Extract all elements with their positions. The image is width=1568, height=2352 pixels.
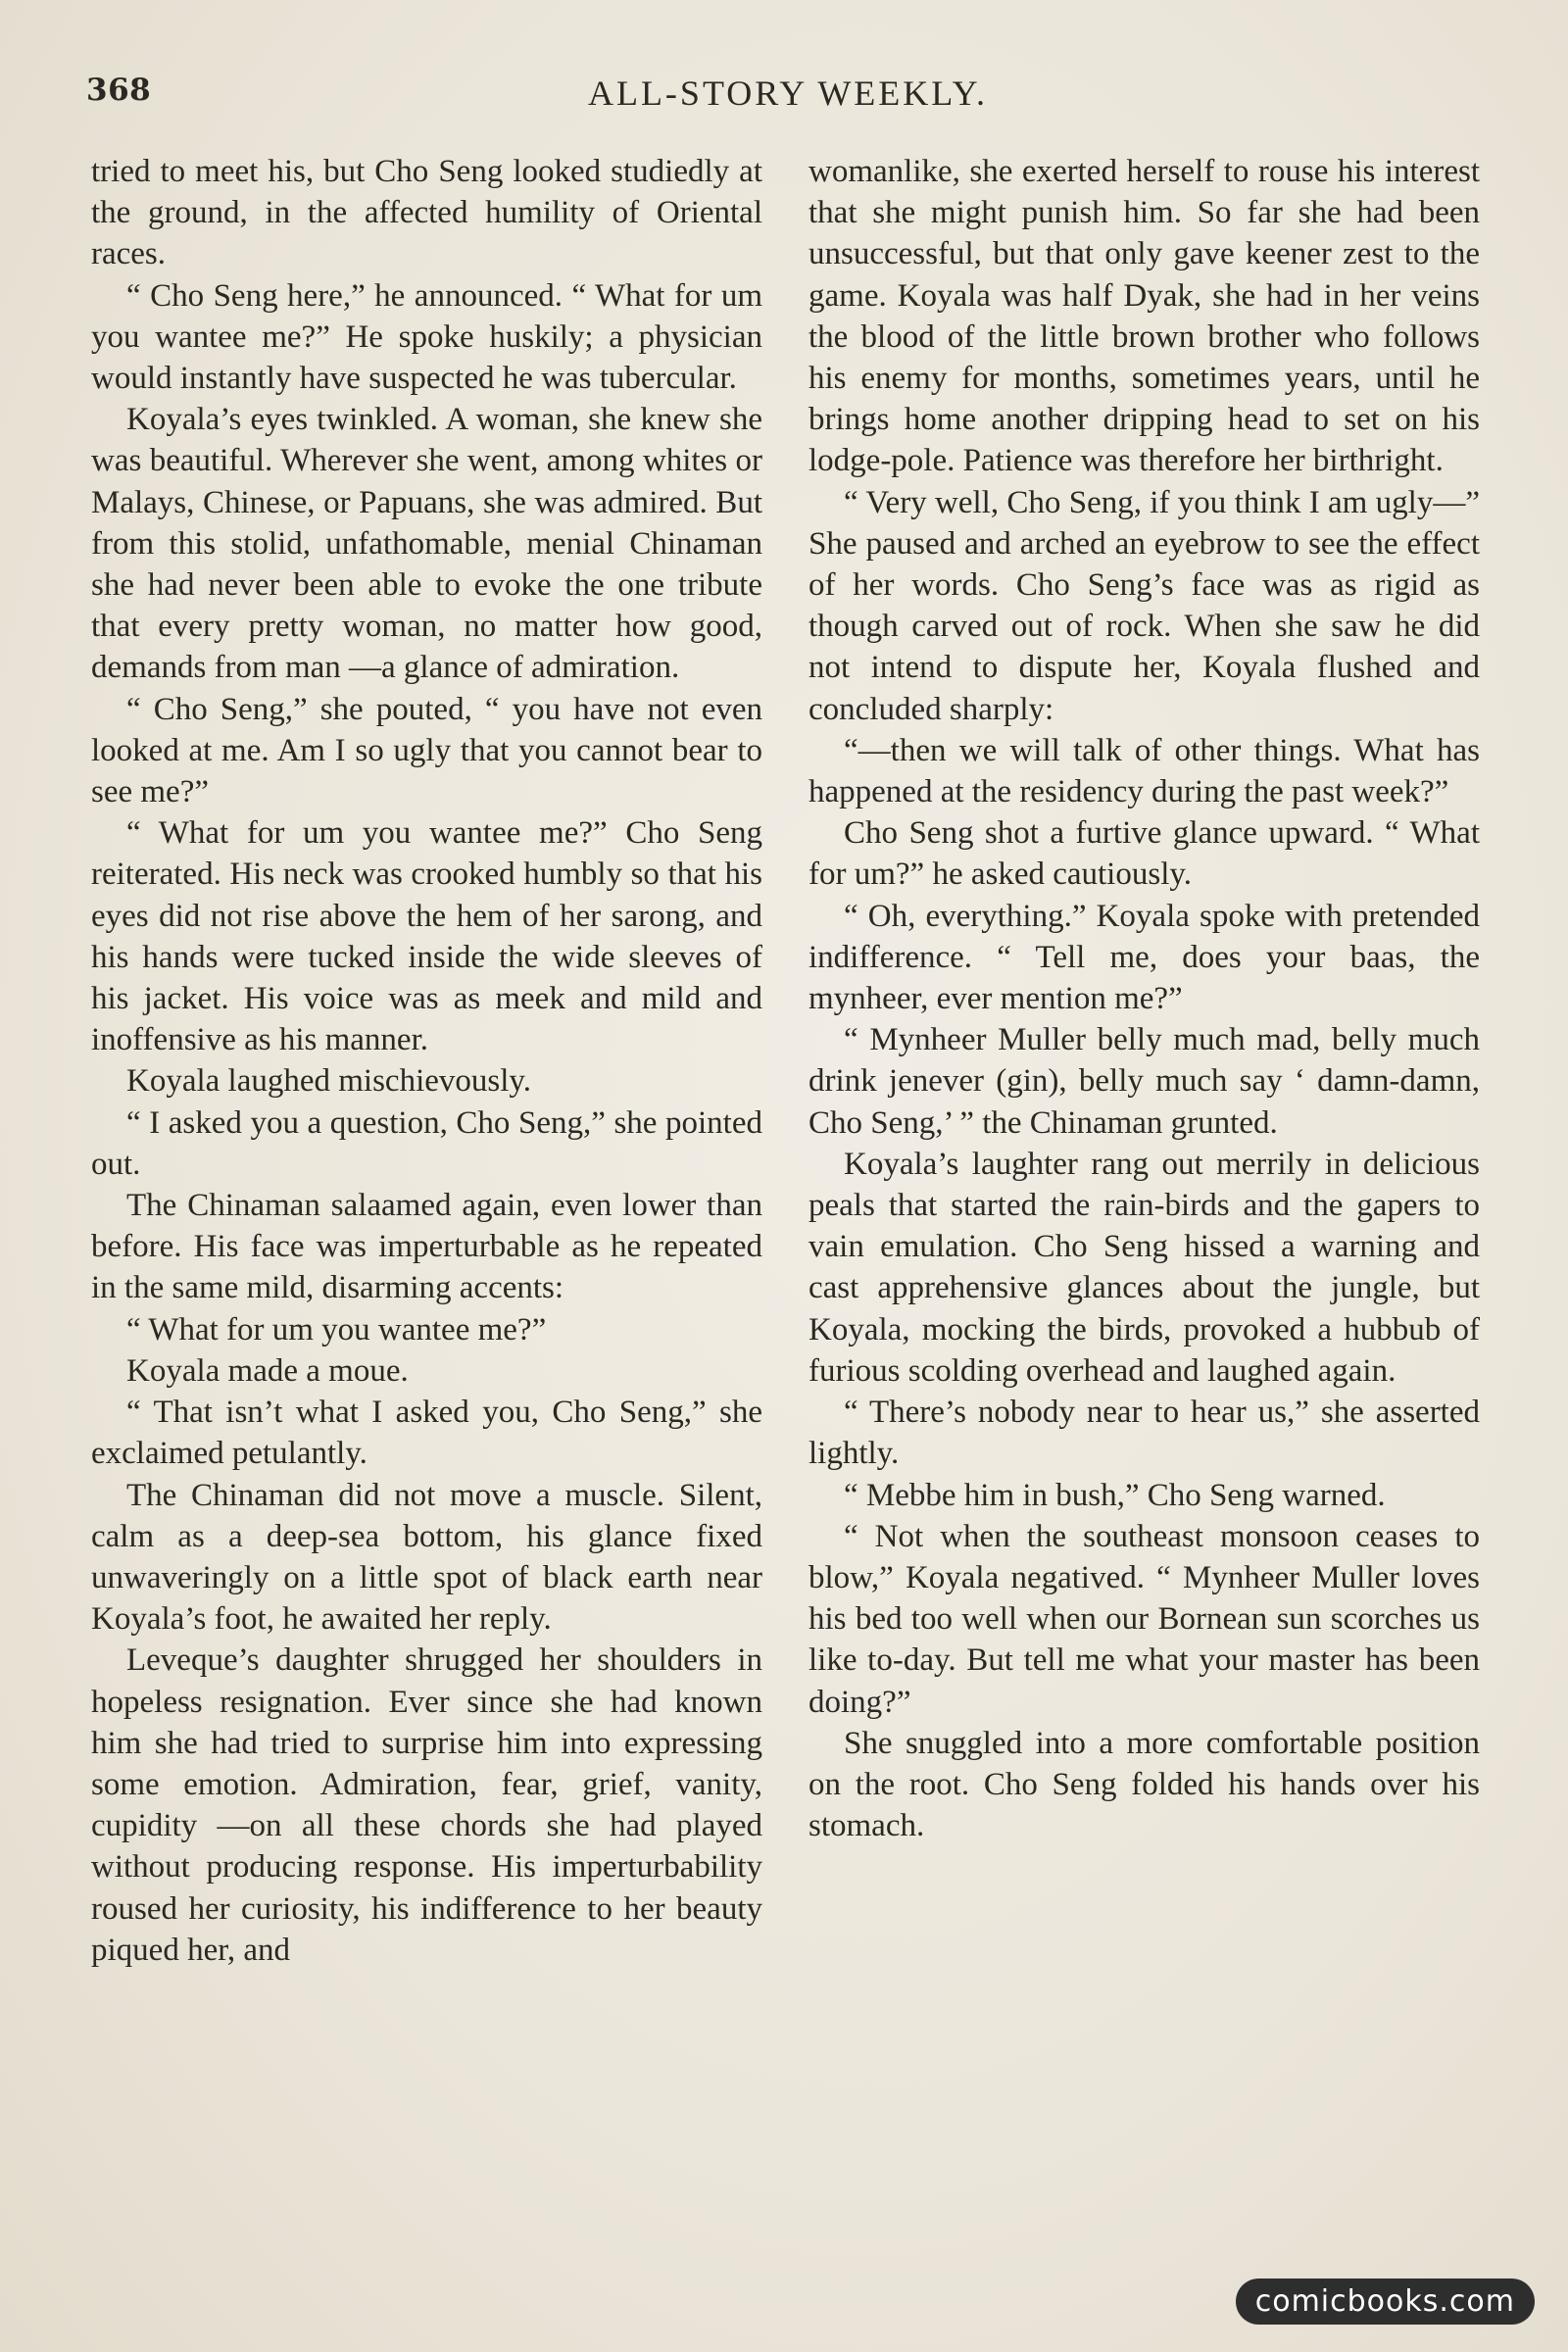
right-column (808, 151, 1480, 2278)
paragraph: “ Cho Seng,” she pouted, “ you have not even looked at me. Am I so ugly that you cannot bear to see me?” (91, 691, 762, 810)
paragraph: The Chinaman did not move a muscle. Silent, calm as a deep-sea bottom, his glance fixed unwaveringly on a little spot of black earth near Koyala’s foot, he awaited her reply. (91, 1477, 762, 1638)
paragraph: Koyala laughed mischievously. (126, 1063, 532, 1100)
paragraph: “ That isn’t what I asked you, Cho Seng,” she exclaimed petulantly. (91, 1395, 762, 1472)
paragraph: Koyala made a moue. (126, 1352, 409, 1389)
page-header (86, 73, 1490, 120)
paragraph: Koyala’s laughter rang out merrily in delicious peals that started the rain-birds and the gapers to vain emulation. Cho Seng hissed a warning and cast apprehensive glances about the jungle, but Koyala, mocking the birds, provoked a hubbub of furious scolding overhead and laughed again. (808, 1146, 1480, 1389)
paragraph: Cho Seng shot a furtive glance upward. “ What for um?” he asked cautiously. (808, 815, 1480, 893)
running-title: ALL-STORY WEEKLY. (587, 74, 989, 113)
paragraph: Leveque’s daughter shrugged her shoulders in hopeless resignation. Ever since she had known him she had tried to surprise him into expressing some emotion. Admiration, fear, grief, vanity, cupidity —on all these chords she had played without producing response. His imperturbability roused her curiosity, his indifference to her beauty piqued her, and (91, 1642, 762, 1968)
paragraph: “ Very well, Cho Seng, if you think I am ugly—” She paused and arched an eyebrow to see the effect of her words. Cho Seng’s face was as rigid as though carved out of rock. When she saw he did not intend to dispute her, Koyala flushed and concluded sharply: (808, 484, 1480, 727)
paragraph: “ Cho Seng here,” he announced. “ What for um you wantee me?” He spoke huskily; a physician would instantly have suspected he was tubercular. (91, 277, 762, 397)
paragraph: “—then we will talk of other things. What has happened at the residency during the past week?” (808, 732, 1480, 810)
site-watermark: comicbooks.com (1236, 2278, 1535, 2325)
paragraph: tried to meet his, but Cho Seng looked studiedly at the ground, in the affected humility of Oriental races. (91, 154, 762, 272)
left-column (91, 151, 762, 2278)
paragraph: “ Mebbe him in bush,” Cho Seng warned. (844, 1477, 1386, 1513)
paragraph: “ There’s nobody near to hear us,” she asserted lightly. (808, 1395, 1480, 1472)
paragraph: “ I asked you a question, Cho Seng,” she pointed out. (91, 1104, 762, 1182)
page-number: 368 (86, 73, 152, 108)
paragraph: “ Oh, everything.” Koyala spoke with pretended indifference. “ Tell me, does your baas, the mynheer, ever mention me?” (808, 898, 1480, 1017)
paragraph: The Chinaman salaamed again, even lower than before. His face was imperturbable as he repeated in the same mild, disarming accents: (91, 1188, 762, 1306)
paragraph: “ What for um you wantee me?” Cho Seng reiterated. His neck was crooked humbly so that his eyes did not rise above the hem of her sarong, and his hands were tucked inside the wide sleeves of his jacket. His voice was as meek and mild and inoffensive as his manner. (91, 815, 762, 1058)
paragraph: “ Not when the southeast monsoon ceases to blow,” Koyala negatived. “ Mynheer Muller loves his bed too well when our Bornean sun scorches us like to-day. But tell me what your master has been doing?” (808, 1518, 1480, 1720)
paragraph: She snuggled into a more comfortable position on the root. Cho Seng folded his hands over his stomach. (808, 1725, 1480, 1844)
paragraph: womanlike, she exerted herself to rouse his interest that she might punish him. So far she had been unsuccessful, but that only gave keener zest to the game. Koyala was half Dyak, she had in her veins the blood of the little brown brother who follows his enemy for months, sometimes years, until he brings home another dripping head to set on his lodge-pole. Patience was therefore her birthright. (808, 154, 1480, 479)
paragraph: “ Mynheer Muller belly much mad, belly much drink jenever (gin), belly much say ‘ damn-damn, Cho Seng,’ ” the Chinaman grunted. (808, 1022, 1480, 1141)
paragraph: Koyala’s eyes twinkled. A woman, she knew she was beautiful. Wherever she went, among whites or Malays, Chinese, or Papuans, she was admired. But from this stolid, unfathomable, menial Chinaman she had never been able to evoke the one tribute that every pretty woman, no matter how good, demands from man —a glance of admiration. (91, 402, 762, 686)
paragraph: “ What for um you wantee me?” (126, 1311, 547, 1348)
